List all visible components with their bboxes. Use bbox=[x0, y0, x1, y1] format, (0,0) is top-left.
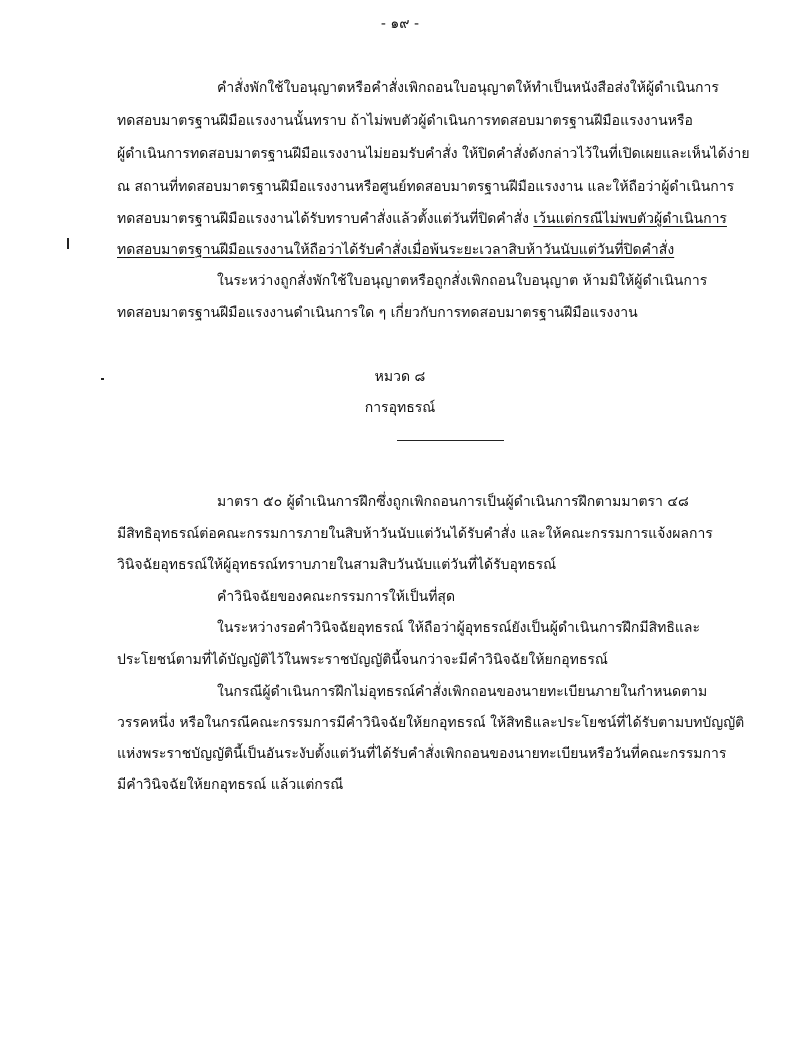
text-line: ทดสอบมาตรฐานฝีมือแรงงานดำเนินการใด ๆ เกี่ยวกับการทดสอบมาตรฐานฝีมือแรงงาน bbox=[117, 305, 638, 321]
scan-mark bbox=[67, 238, 69, 249]
text-line: ในระหว่างถูกสั่งพักใช้ใบอนุญาตหรือถูกสั่งเพิกถอนใบอนุญาต ห้ามมิให้ผู้ดำเนินการ bbox=[217, 273, 708, 289]
text-segment: ทดสอบมาตรฐานฝีมือแรงงานได้รับทราบคำสั่งแล้วตั้งแต่วันที่ปิดคำสั่ง bbox=[117, 211, 534, 227]
text-line: มีคำวินิจฉัยให้ยกอุทธรณ์ แล้วแต่กรณี bbox=[117, 777, 344, 793]
text-line: ทดสอบมาตรฐานฝีมือแรงงานนั้นทราบ ถ้าไม่พบตัวผู้ดำเนินการทดสอบมาตรฐานฝีมือแรงงานหรือ bbox=[117, 113, 693, 129]
text-line: ณ สถานที่ทดสอบมาตรฐานฝีมือแรงงานหรือศูนย์ทดสอบมาตรฐานฝีมือแรงงาน และให้ถือว่าผู้ดำเนินการ bbox=[117, 179, 735, 195]
text-line: มีสิทธิอุทธรณ์ต่อคณะกรรมการภายในสิบห้าวันนับแต่วันได้รับคำสั่ง และให้คณะกรรมการแจ้งผลการ bbox=[117, 526, 713, 542]
text-line: วรรคหนึ่ง หรือในกรณีคณะกรรมการมีคำวินิจฉัยให้ยกอุทธรณ์ ให้สิทธิและประโยชน์ที่ได้รับตามบทบัญญัติ bbox=[117, 715, 745, 731]
chapter-title: การอุทธรณ์ bbox=[364, 400, 436, 416]
text-line: มาตรา ๕๐ ผู้ดำเนินการฝึกซึ่งถูกเพิกถอนการเป็นผู้ดำเนินการฝึกตามมาตรา ๔๘ bbox=[217, 494, 689, 510]
chapter-number: หมวด ๘ bbox=[374, 369, 426, 385]
text-line: ในกรณีผู้ดำเนินการฝึกไม่อุทธรณ์คำสั่งเพิกถอนของนายทะเบียนภายในกำหนดตาม bbox=[217, 684, 708, 700]
text-line: แห่งพระราชบัญญัตินี้เป็นอันระงับตั้งแต่วันที่ได้รับคำสั่งเพิกถอนของนายทะเบียนหรือวันที่คณะกรรมการ bbox=[117, 746, 727, 762]
text-line: ประโยชน์ตามที่ได้บัญญัติไว้ในพระราชบัญญัตินี้จนกว่าจะมีคำวินิจฉัยให้ยกอุทธรณ์ bbox=[117, 652, 608, 668]
text-line: คำวินิจฉัยของคณะกรรมการให้เป็นที่สุด bbox=[217, 589, 456, 605]
text-line-mixed bbox=[117, 209, 727, 229]
text-line: คำสั่งพักใช้ใบอนุญาตหรือคำสั่งเพิกถอนใบอนุญาตให้ทำเป็นหนังสือส่งให้ผู้ดำเนินการ bbox=[217, 80, 719, 96]
text-line: วินิจฉัยอุทธรณ์ให้ผู้อุทธรณ์ทราบภายในสามสิบวันนับแต่วันที่ได้รับอุทธรณ์ bbox=[117, 557, 557, 573]
underlined-text-segment: เว้นแต่กรณีไม่พบตัวผู้ดำเนินการ bbox=[533, 211, 727, 227]
page-number: - ๑๙ - bbox=[380, 16, 420, 32]
underlined-text-line: ทดสอบมาตรฐานฝีมือแรงงานให้ถือว่าได้รับคำสั่งเมื่อพ้นระยะเวลาสิบห้าวันนับแต่วันที่ปิดคำสั่ง bbox=[117, 242, 675, 258]
text-line: ผู้ดำเนินการทดสอบมาตรฐานฝีมือแรงงานไม่ยอมรับคำสั่ง ให้ปิดคำสั่งดังกล่าวไว้ในที่เปิดเผยและเห็นได้ง่าย bbox=[117, 146, 750, 162]
text-line: ในระหว่างรอคำวินิจฉัยอุทธรณ์ ให้ถือว่าผู้อุทธรณ์ยังเป็นผู้ดำเนินการฝึกมีสิทธิและ bbox=[217, 620, 701, 636]
heading-rule bbox=[397, 440, 504, 441]
